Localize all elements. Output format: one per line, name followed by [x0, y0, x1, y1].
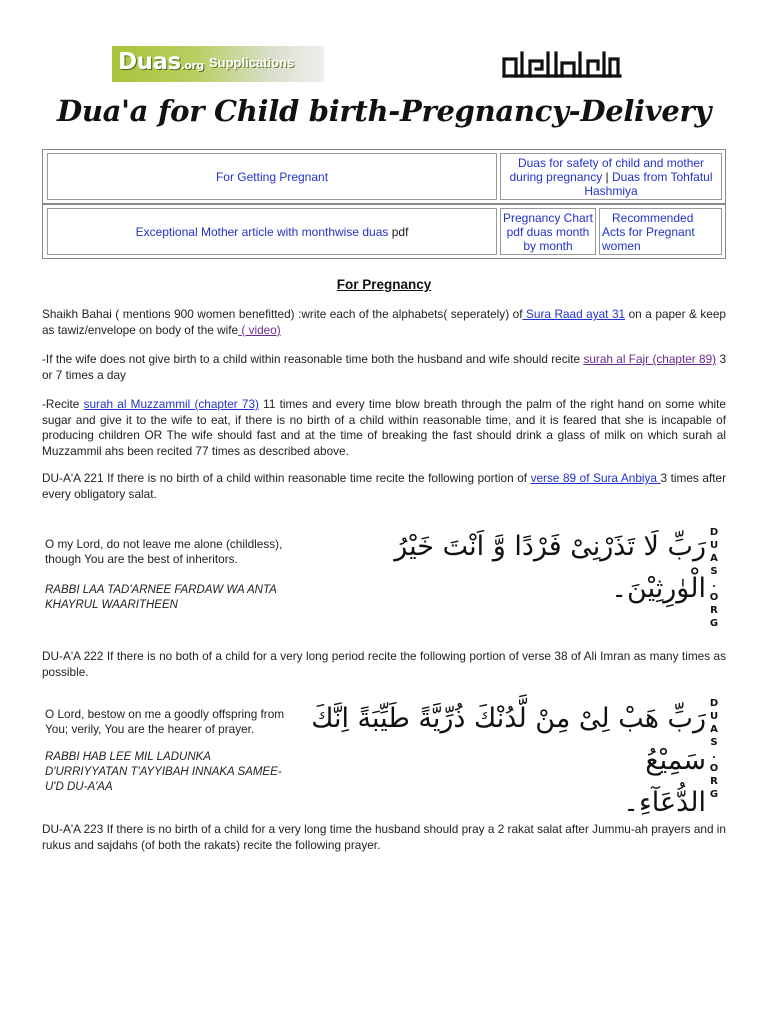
paragraph-shaikh-bahai: [42, 307, 726, 338]
site-logo[interactable]: [112, 46, 324, 82]
transliteration-line: RABBI HAB LEE MIL LADUNKA: [45, 751, 211, 763]
nav-cell-getting-pregnant: [47, 153, 497, 200]
link-sura-raad[interactable]: Sura Raad ayat 31: [522, 307, 626, 321]
bismillah-calligraphy-icon: [500, 49, 624, 79]
paragraph-text: 3 times after every obligatory salat.: [42, 471, 726, 501]
dua-1-transliteration: [45, 583, 285, 613]
link-tohfatul-hashmiya-cont[interactable]: Hashmiya: [584, 183, 638, 198]
logo-wordmark: Duas.org: [118, 49, 204, 75]
paragraph-text: 11 times and every time blow breath through the palm of the right hand on some white sugar and give it to the wife to eat, if there is no birth of a child within reasonable time, and it is feared that she is incapable of producing children OR The wife should fast and at the time of breaking the fast should drink a glass of milk on which surah al Muzzammil ahs been recited 77 times as described above.: [42, 397, 726, 458]
arabic-line: رَبِّ هَبْ لِىْ مِنْ لَّدُنْكَ ذُرِّيَّةً طَيِّبَةً اِنَّكَ سَمِيْعُ: [311, 703, 706, 776]
link-getting-pregnant[interactable]: For Getting Pregnant: [215, 169, 329, 184]
transliteration-line: U'D DU-A'AA: [45, 781, 113, 793]
arabic-line: الدُّعَآءِ۔: [623, 787, 706, 818]
paragraph-surah-fajr: [42, 352, 726, 383]
duas-org-watermark: D U A S . O R G: [709, 527, 719, 629]
paragraph-text: -If the wife does not give birth to a child within reasonable time both the husband and wife should recite: [42, 352, 584, 366]
paragraph-text: on a paper & keep as tawiz/envelope on body of the wife: [42, 307, 726, 337]
dua-2-translation: O Lord, bestow on me a goodly offspring from You; verily, You are the hearer of prayer.: [45, 707, 285, 736]
section-heading: For Pregnancy: [336, 277, 432, 292]
nav-separator: |: [605, 169, 609, 184]
link-sura-anbiya[interactable]: verse 89 of Sura Anbiya: [530, 471, 661, 485]
link-recommended-acts[interactable]: Recommended: [612, 210, 694, 225]
site-header: [112, 46, 712, 82]
link-safety-duas[interactable]: Duas for safety of child and mother: [517, 155, 705, 170]
link-surah-muzzammil[interactable]: surah al Muzzammil (chapter 73): [83, 397, 259, 411]
link-tohfatul-hashmiya[interactable]: Duas from Tohfatul: [612, 169, 713, 184]
transliteration-line: D'URRIYYATAN T'AYYIBAH INNAKA SAMEE-: [45, 766, 282, 778]
paragraph-text: Shaikh Bahai ( mentions 900 women benefitted) :write each of the alphabets( seperately) of: [42, 307, 523, 321]
dua-2-arabic: [308, 698, 706, 824]
logo-tagline: Supplications: [209, 55, 295, 70]
link-exceptional-mother[interactable]: Exceptional Mother article with monthwise duas: [135, 224, 389, 239]
pdf-label: pdf: [391, 224, 409, 239]
dua-1-arabic: رَبِّ لَا تَذَرْنِىْ فَرْدًا وَّ اَنْتَ خَيْرُ الْوٰرِثِيْنَ۔: [394, 531, 706, 604]
nav-cell-pregnancy-chart[interactable]: [500, 208, 596, 255]
link-video[interactable]: ( video): [238, 322, 281, 337]
transliteration-line: KHAYRUL WAARITHEEN: [45, 599, 178, 611]
nav-row-2: [42, 204, 726, 259]
nav-row-1: [42, 149, 726, 204]
dua-1-translation: O my Lord, do not leave me alone (childless), though You are the best of inheritors.: [45, 537, 283, 566]
dua-2-transliteration: [45, 750, 285, 795]
paragraph-text: 3 or 7 times a day: [42, 352, 727, 382]
link-pregnancy-chart-l2[interactable]: pdf duas month: [506, 224, 590, 239]
paragraph-dua-223: DU-A'A 223 If there is no birth of a child for a very long time the husband should pray a 2 rakat salat after Jummu-ah prayers and in rukus and sajdahs (of both the rakats) recite the following prayer.: [42, 822, 726, 852]
nav-cell-exceptional-mother: [47, 208, 497, 255]
paragraph-text: DU-A'A 221 If there is no birth of a child within reasonable time recite the following portion of: [42, 471, 531, 485]
nav-cell-recommended-acts[interactable]: [599, 208, 722, 255]
nav-cell-safety-duas: [500, 153, 722, 200]
link-safety-duas-cont[interactable]: during pregnancy: [509, 169, 603, 184]
page-title: Dua'a for Child birth-Pregnancy-Delivery: [56, 94, 712, 128]
paragraph-dua-222: DU-A'A 222 If there is no both of a child for a very long period recite the following portion of verse 38 of Ali Imran as many times as possible.: [42, 649, 726, 679]
duas-org-watermark: D U A S . O R G: [709, 698, 719, 800]
link-recommended-acts-l3[interactable]: women: [602, 238, 641, 253]
link-surah-fajr[interactable]: surah al Fajr (chapter 89): [583, 352, 717, 366]
paragraph-text: -Recite: [42, 397, 84, 411]
transliteration-line: RABBI LAA TAD'ARNEE FARDAW WA ANTA: [45, 584, 277, 596]
paragraph-surah-muzzammil: [42, 397, 726, 459]
link-pregnancy-chart-l3[interactable]: by month: [523, 238, 573, 253]
link-pregnancy-chart[interactable]: Pregnancy Chart: [502, 210, 594, 225]
paragraph-dua-221: [42, 471, 726, 502]
link-recommended-acts-l2[interactable]: Acts for Pregnant: [602, 224, 695, 239]
